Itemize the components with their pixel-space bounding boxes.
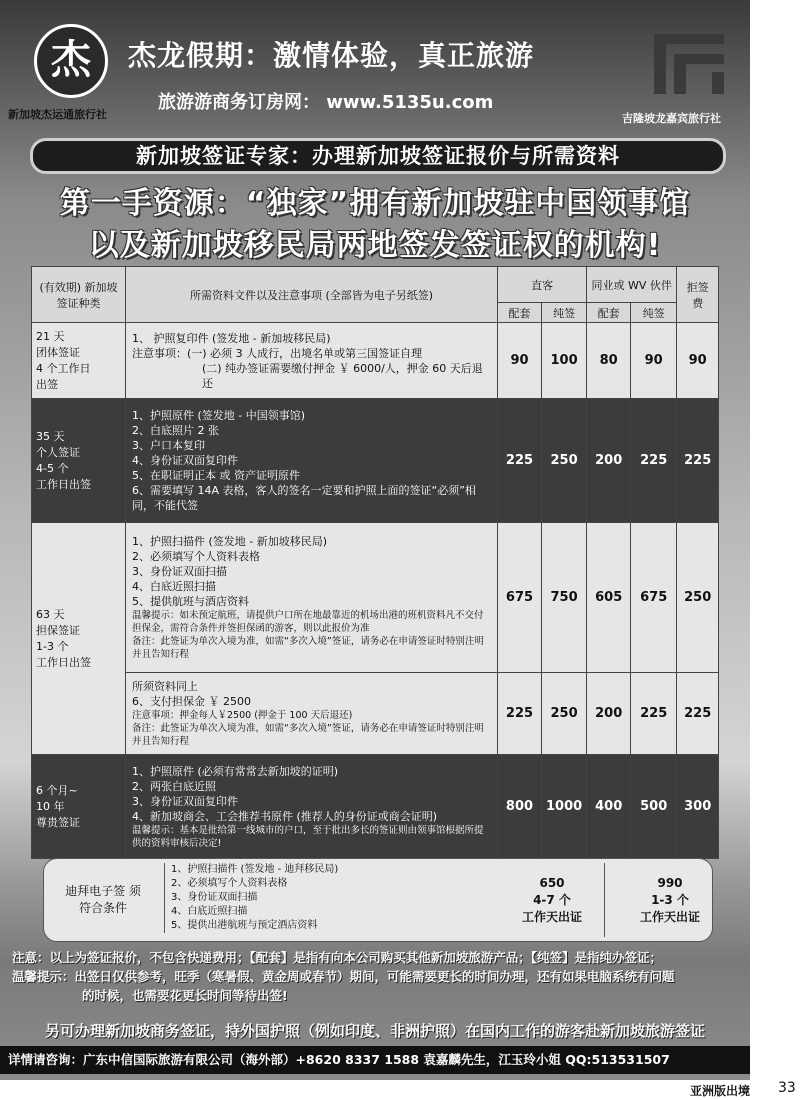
table-row [32, 323, 719, 399]
processing-unit: 出签 [36, 377, 58, 391]
dubai-visa-type: 迪拜电子签 须符合条件 [65, 884, 141, 915]
visa-price-table [31, 266, 719, 859]
table-row [32, 673, 719, 755]
requirement-item: 2、必须填写个人资料表格 [171, 878, 288, 889]
requirement-item: 3、身份证双面扫描 [132, 565, 227, 578]
dubai-partner-price-block [610, 875, 730, 926]
price-direct-package: 225 [498, 673, 542, 755]
requirement-item: 6、需要填写 14A 表格，客人的签名一定要和护照上面的签证“必须”相同，不能代签 [132, 484, 476, 512]
price-partner-visa: 225 [631, 399, 677, 523]
requirement-item: 4、白底近照扫描 [171, 906, 248, 917]
price-partner-package: 605 [587, 523, 631, 673]
price-partner-visa: 675 [631, 523, 677, 673]
processing-time: 1-3 个 [36, 639, 69, 653]
price-refuse-fee: 300 [677, 755, 719, 859]
col-header-refuse-fee: 拒签 费 [677, 267, 719, 323]
visa-type-cell [32, 399, 126, 523]
visa-type-cell [32, 523, 126, 755]
dubai-requirements [164, 863, 481, 933]
validity: 6 个月~ [36, 783, 78, 797]
requirements-cell [126, 523, 498, 673]
contact-bar: 详情请咨询：广东中信国际旅游有限公司（海外部）+8620 8337 1588 袁嘉麟先生，江玉玲小姐 QQ:513531507 [0, 1046, 750, 1074]
headline-line-2: 以及新加坡移民局两地签发签证权的机构! [88, 228, 662, 263]
col-header-partner: 同业或 WV 伙伴 [587, 267, 677, 303]
price-partner-visa: 225 [631, 673, 677, 755]
requirement-item: 所须资料同上 [132, 680, 198, 693]
dubai-direct-price: 650 [539, 876, 565, 890]
requirement-item: 4、身份证双面复印件 [132, 454, 238, 467]
requirement-item: 1、护照扫描件 (签发地 - 迪拜移民局) [171, 864, 339, 875]
remark-note: 备注：此签证为单次入境为准，如需“多次入境”签证，请务必在申请签证时特别注明并且告知行程 [132, 723, 484, 747]
col-header-type: (有效期) 新加坡 签证种类 [32, 267, 126, 323]
price-partner-package: 200 [587, 673, 631, 755]
requirements-cell [126, 323, 498, 399]
note-line: 温馨提示：出签日仅供参考，旺季（寒暑假、黄金周或春节）期间，可能需要更长的时间办理，还有如果电脑系统有问题 [12, 969, 675, 984]
requirement-item: 5、提供航班与酒店资料 [132, 595, 249, 608]
requirement-item: 5、在职证明正本 或 资产证明原件 [132, 469, 300, 482]
visa-type-cell [32, 755, 126, 859]
price-direct-visa: 100 [542, 323, 587, 399]
col-header-direct: 直客 [498, 267, 587, 303]
visa-type-name: 担保签证 [36, 623, 80, 637]
requirement-item: 3、户口本复印 [132, 439, 205, 452]
validity: 21 天 [36, 329, 65, 343]
table-row [32, 755, 719, 859]
visa-type-name: 团体签证 [36, 345, 80, 359]
visa-type-name: 尊贵签证 [36, 815, 80, 829]
requirement-item: 注意事项：(一) 必须 3 人成行，出境名单或第三国签证自理 [132, 346, 423, 360]
requirement-item: 1、护照扫描件 (签发地 - 新加坡移民局) [132, 535, 328, 548]
right-agency-caption: 吉隆坡龙嘉宾旅行社 [622, 112, 721, 125]
price-direct-package: 800 [498, 755, 542, 859]
website-text: 旅游游商务订房网： www.5135u.com [158, 92, 494, 113]
dubai-visa-box [43, 858, 713, 942]
tip-note: 注意事项：押金每人￥2500 (押金于 100 天后退还) [132, 710, 353, 721]
requirement-item: 6、支付担保金 ￥ 2500 [132, 695, 251, 708]
price-partner-package: 200 [587, 399, 631, 523]
price-refuse-fee: 250 [677, 523, 719, 673]
requirements-cell [126, 673, 498, 755]
price-partner-package: 400 [587, 755, 631, 859]
dubai-direct-days: 4-7 个 [533, 893, 571, 907]
price-direct-visa: 250 [542, 673, 587, 755]
requirement-item: 5、提供出港航班与预定酒店资料 [171, 920, 318, 931]
requirement-item: 4、白底近照扫描 [132, 580, 216, 593]
note-line: 注意：以上为签证报价，不包含快递费用；【配套】是指有向本公司购买其他新加坡旅游产品；【纯签】是指纯办签证； [12, 950, 663, 965]
table-row [32, 523, 719, 673]
price-partner-visa: 500 [631, 755, 677, 859]
price-direct-package: 225 [498, 399, 542, 523]
price-refuse-fee: 225 [677, 673, 719, 755]
table-header-row [32, 267, 719, 303]
requirement-item: 2、两张白底近照 [132, 779, 216, 793]
dubai-partner-price: 990 [657, 876, 683, 890]
remark-note: 备注：此签证为单次入境为准，如需“多次入境”签证，请务必在申请签证时特别注明并且告知行程 [132, 636, 484, 660]
dubai-partner-unit: 工作天出证 [639, 910, 700, 924]
magazine-name: 亚洲版出境 [690, 1084, 751, 1098]
price-refuse-fee: 90 [677, 323, 719, 399]
requirement-item: 3、身份证双面复印件 [132, 794, 238, 808]
title-banner: 新加坡签证专家：办理新加坡签证报价与所需资料 [30, 138, 726, 174]
price-direct-package: 675 [498, 523, 542, 673]
tip-note: 温馨提示：如未预定航班，请提供户口所在地最靠近的机场出港的班机资料凡不交付担保金，需符合条件并签担保函的游客，则以此报价为准 [132, 610, 484, 634]
requirements-cell [126, 755, 498, 859]
validity-range: 10 年 [36, 799, 65, 813]
company-logo: 杰 [34, 24, 108, 98]
footnotes [12, 948, 742, 1005]
sub-header-package: 配套 [587, 303, 631, 323]
partner-logo-icon [654, 34, 724, 94]
processing-time: 4-5 个 [36, 461, 69, 475]
page-number: 33 [778, 1080, 796, 1096]
divider [604, 863, 605, 937]
price-partner-package: 80 [587, 323, 631, 399]
header [0, 0, 750, 128]
processing-unit: 工作日出签 [36, 477, 91, 491]
visa-type-name: 个人签证 [36, 445, 80, 459]
price-direct-package: 90 [498, 323, 542, 399]
price-direct-visa: 1000 [542, 755, 587, 859]
requirement-item: 4、新加坡商会、工会推荐书原件 (推荐人的身份证或商会证明) [132, 809, 438, 823]
table-row [32, 399, 719, 523]
requirement-item: 2、必须填写个人资料表格 [132, 550, 260, 563]
sub-header-package: 配套 [498, 303, 542, 323]
note-line: 的时候，也需要花更长时间等待出签! [82, 988, 288, 1003]
requirement-item: 2、白底照片 2 张 [132, 424, 219, 437]
processing-unit: 工作日出签 [36, 655, 91, 669]
dubai-direct-unit: 工作天出证 [521, 910, 582, 924]
sub-header-visa: 纯签 [542, 303, 587, 323]
slogan: 杰龙假期：激情体验，真正旅游 [128, 39, 535, 72]
requirement-item: 1、 护照复印件 (签发地 - 新加坡移民局) [132, 331, 331, 345]
price-partner-visa: 90 [631, 323, 677, 399]
tip-note: 温馨提示：基本是批给第一线城市的户口，至于批出多长的签证则由领事馆根据所提供的资料审核后决定! [132, 824, 484, 849]
price-direct-visa: 250 [542, 399, 587, 523]
requirement-item: 3、身份证双面扫描 [171, 892, 258, 903]
dubai-partner-days: 1-3 个 [651, 893, 689, 907]
requirement-item: 1、护照原件 (签发地 - 中国领事馆) [132, 409, 306, 422]
requirements-cell [126, 399, 498, 523]
requirement-item: 1、护照原件 (必须有常常去新加坡的证明) [132, 764, 339, 778]
headline-line-1: 第一手资源：“独家”拥有新加坡驻中国领事馆 [59, 186, 691, 221]
dubai-direct-price-block [492, 875, 612, 926]
validity: 63 天 [36, 607, 65, 621]
col-header-docs: 所需资料文件以及注意事项 (全部皆为电子另纸签) [126, 267, 498, 323]
left-agency-caption: 新加坡杰运通旅行社 [8, 108, 107, 121]
validity: 35 天 [36, 429, 65, 443]
price-refuse-fee: 225 [677, 399, 719, 523]
processing-time: 4 个工作日 [36, 361, 91, 375]
business-visa-note: 另可办理新加坡商务签证，持外国护照（例如印度、非洲护照）在国内工作的游客赴新加坡旅游签证 [44, 1022, 705, 1040]
price-direct-visa: 750 [542, 523, 587, 673]
visa-type-cell [32, 323, 126, 399]
sub-header-visa: 纯签 [631, 303, 677, 323]
requirement-item: (二) 纯办签证需要缴付押金 ￥ 6000/人，押金 60 天后退还 [202, 361, 483, 390]
